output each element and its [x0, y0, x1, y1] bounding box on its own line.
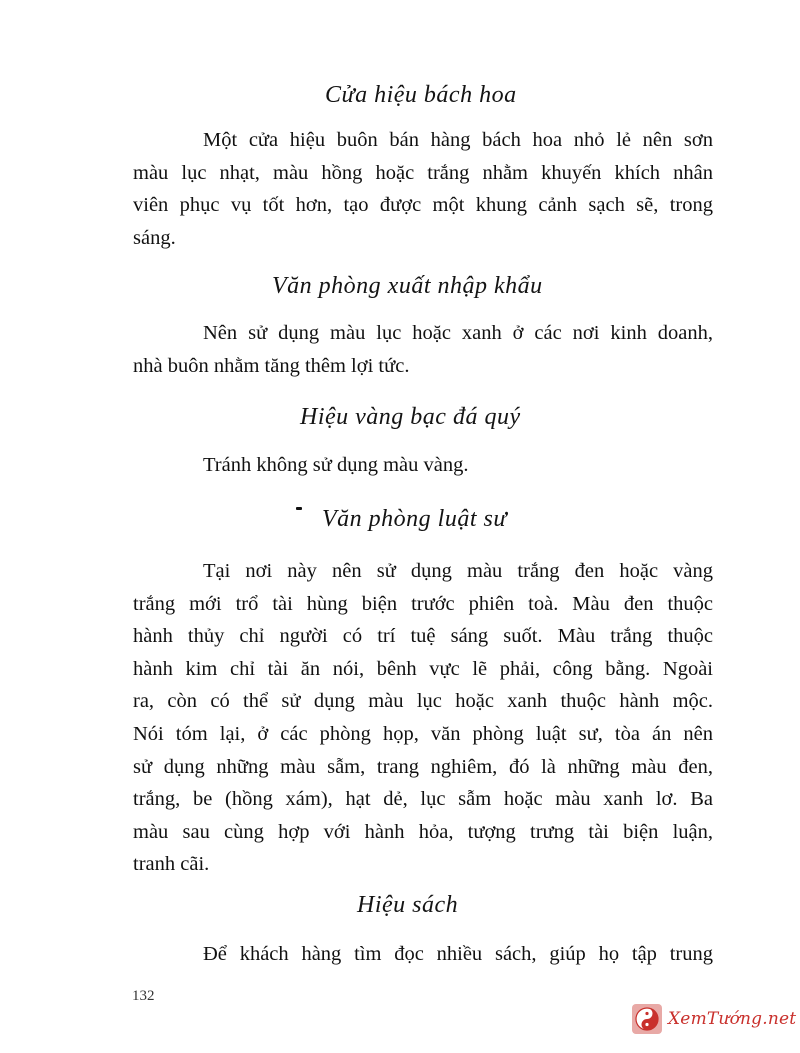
paragraph-line: Nên sử dụng màu lục hoặc xanh ở các nơi kinh doanh,: [203, 322, 713, 344]
paragraph-line: Tại nơi này nên sử dụng màu trắng đen hoặc vàng: [203, 560, 713, 582]
paragraph-line: sử dụng những màu sẫm, trang nghiêm, đó là những màu đen,: [133, 755, 713, 778]
paragraph-line: hành kim chỉ tài ăn nói, bênh vực lẽ phải, công bằng. Ngoài: [133, 657, 713, 680]
paragraph-line: Nói tóm lại, ở các phòng họp, văn phòng luật sư, tòa án nên: [133, 722, 713, 745]
paragraph-line: trắng mới trổ tài hùng biện trước phiên toà. Màu đen thuộc: [133, 592, 713, 615]
section-paragraph: [133, 449, 713, 482]
site-watermark: [632, 1002, 796, 1036]
paragraph-line: Để khách hàng tìm đọc nhiều sách, giúp họ tập trung: [203, 943, 713, 965]
section-heading: Cửa hiệu bách hoa: [325, 82, 517, 108]
section-heading: Văn phòng xuất nhập khẩu: [272, 273, 543, 299]
section-paragraph: [133, 317, 713, 382]
section-paragraph: [133, 555, 713, 881]
print-artifact: [296, 507, 302, 510]
section-heading: Hiệu vàng bạc đá quý: [300, 404, 521, 430]
paragraph-line: ra, còn có thể sử dụng màu lục hoặc xanh thuộc hành mộc.: [133, 690, 713, 713]
paragraph-line: màu sau cùng hợp với hành hỏa, tượng trưng tài biện luận,: [133, 820, 713, 843]
section-paragraph: [133, 938, 713, 971]
watermark-text: XemTướng.net: [668, 1009, 797, 1029]
yin-yang-icon: [632, 1004, 662, 1034]
paragraph-line: sáng.: [133, 226, 176, 249]
paragraph-line: hành thủy chỉ người có trí tuệ sáng suốt. Màu trắng thuộc: [133, 625, 713, 648]
paragraph-line: nhà buôn nhằm tăng thêm lợi tức.: [133, 354, 410, 377]
paragraph-line: Một cửa hiệu buôn bán hàng bách hoa nhỏ lẻ nên sơn: [203, 129, 713, 151]
page-number: 132: [132, 988, 155, 1004]
paragraph-line: viên phục vụ tốt hơn, tạo được một khung cảnh sạch sẽ, trong: [133, 194, 713, 217]
section-paragraph: [133, 124, 713, 254]
paragraph-line: màu lục nhạt, màu hồng hoặc trắng nhằm khuyến khích nhân: [133, 161, 713, 184]
paragraph-line: Tránh không sử dụng màu vàng.: [203, 454, 469, 476]
section-heading: Văn phòng luật sư: [322, 506, 507, 532]
section-heading: Hiệu sách: [357, 892, 459, 918]
paragraph-line: trắng, be (hồng xám), hạt dẻ, lục sẫm hoặc màu xanh lơ. Ba: [133, 788, 713, 811]
paragraph-line: tranh cãi.: [133, 853, 210, 876]
